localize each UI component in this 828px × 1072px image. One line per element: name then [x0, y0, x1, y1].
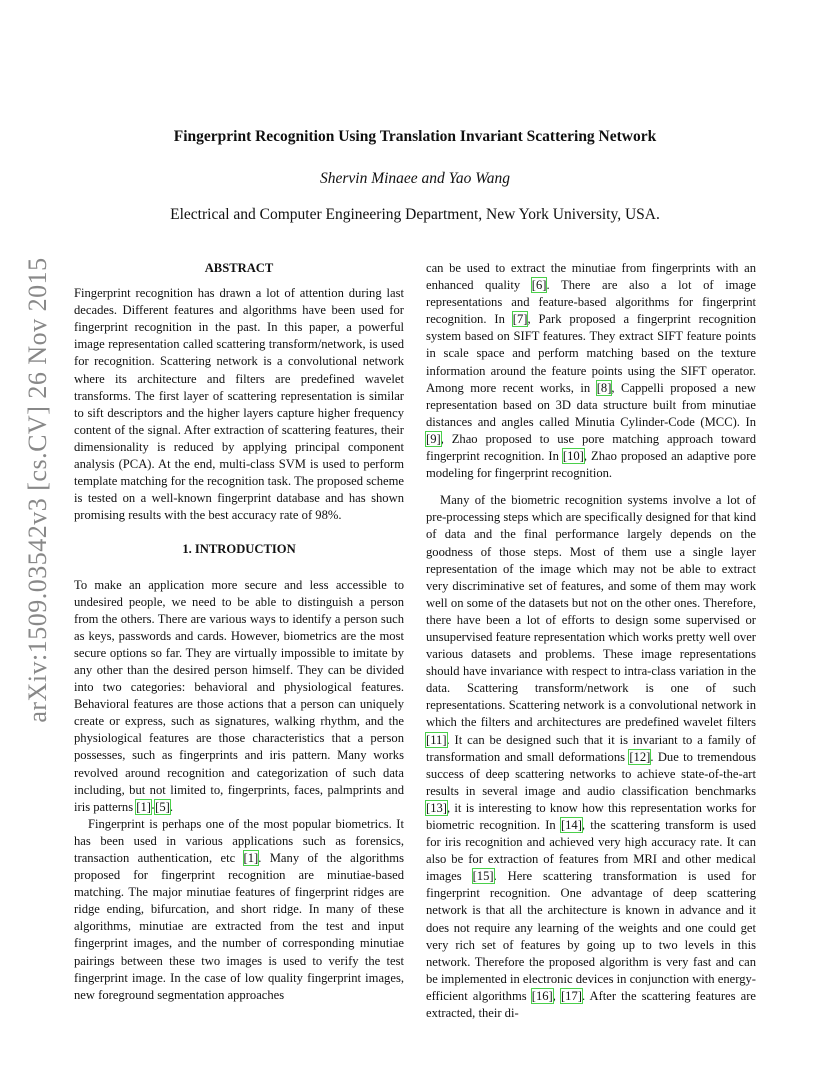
- intro-paragraph-4: [426, 492, 756, 1022]
- citation-link[interactable]: [13]: [426, 800, 447, 815]
- introduction-heading: 1. INTRODUCTION: [182, 542, 296, 557]
- intro-p1-text: To make an application more secure and less accessible to undesired people, we need to be able to distinguish a person from the others. There are various ways to identify a person such as keys, passwords and cards. However, biometrics are the most secure options so far. They are virtually impossible to imitate by any other than the desired person himself. They can be divided into two categories: behavioral and physiological features. Behavioral features are those actions that a person can uniquely create or express, such as signatures, walking rhythm, and the physiological features are those characteristics that a person possesses, such as fingerprints and iris pattern. Many works revolved around recognition and categorization of such data including, but not limited to, fingerprints, faces, palmprints and iris patterns: [74, 577, 404, 814]
- intro-p4-text: . It can be designed such that it is invariant to a family of transformation and small deformations: [426, 732, 756, 764]
- citation-link[interactable]: [9]: [426, 431, 441, 446]
- intro-p3-text: , Zhao proposed to use pore matching approach toward fingerprint recognition. In: [426, 431, 756, 464]
- intro-p4-text: . Due to tremendous success of deep scattering networks to achieve state-of-the-art results in several image and audio classification benchmarks: [426, 749, 756, 798]
- paper-affiliation: Electrical and Computer Engineering Department, New York University, USA.: [170, 206, 660, 223]
- citation-link[interactable]: [5]: [155, 799, 170, 814]
- arxiv-identifier: arXiv:1509.03542v3 [cs.CV] 26 Nov 2015: [23, 257, 52, 723]
- right-column: [426, 260, 756, 1022]
- citation-link[interactable]: [8]: [596, 380, 612, 395]
- citation-link[interactable]: [1]: [136, 799, 151, 814]
- paper-authors: Shervin Minaee and Yao Wang: [319, 170, 510, 187]
- abstract-text: Fingerprint recognition has drawn a lot of attention during last decades. Different features and algorithms have been used for fingerprint recognition in the past. In this paper, a powerful image representation called scattering transform/network, is used for recognition. Scattering network is a convolutional network where its architecture and filters are predefined wavelet transforms. The first layer of scattering representation is similar to sift descriptors and the higher layers capture higher frequency content of the signal. After extraction of scattering features, their dimensionality is reduced by applying principal component analysis (PCA). At the end, multi-class SVM is used to perform template matching for the recognition task. The proposed scheme is tested on a well-known fingerprint database and has shown promising results with the best accuracy rate of 98%.: [74, 286, 404, 523]
- citation-link[interactable]: [15]: [472, 869, 494, 884]
- arxiv-sidebar: [0, 0, 60, 1072]
- intro-p2-text: Fingerprint is perhaps one of the most popular biometrics. It has been used in various applications such as forensics, transaction authentication, etc: [74, 816, 404, 865]
- intro-p3-text: , Park proposed a fingerprint recognition system based on SIFT features. They extract SIFT feature points in scale space and perform matching based on the texture information around the feature points using the SIFT operator. Among more recent works, in: [426, 312, 756, 395]
- citation-dash: -: [150, 799, 156, 814]
- citation-link[interactable]: [6]: [531, 278, 547, 293]
- citation-link[interactable]: [7]: [512, 312, 528, 327]
- citation-link[interactable]: [14]: [560, 818, 582, 832]
- citation-link[interactable]: [16]: [531, 988, 553, 1003]
- intro-paragraph-1: [74, 577, 404, 816]
- intro-p3-text: , Cappelli proposed a new representation based on 3D data structure built from minutiae distances and angles called Minutia Cylinder-Code (MCC). In: [426, 380, 756, 429]
- intro-p3-text: can be used to extract the minutiae from fingerprints with an enhanced quality: [426, 261, 756, 293]
- intro-p2-text: . Many of the algorithms proposed for fingerprint recognition are minutiae-based matching. The major minutiae features of fingerprint ridges are ridge ending, bifurcation, and short ridge. In many of these algorithms, minutiae are extracted from the test and input fingerprint images, and the number of corresponding minutiae pairings between these two images is used to verify the test fingerprint image. In the case of low quality fingerprint images, new foreground segmentation approaches: [74, 851, 404, 1002]
- abstract-heading: ABSTRACT: [204, 261, 274, 275]
- paper-title: Fingerprint Recognition Using Translation Invariant Scattering Network: [173, 128, 657, 145]
- citation-link[interactable]: [11]: [426, 732, 447, 747]
- citation-link[interactable]: [17]: [560, 988, 582, 1003]
- left-column: [74, 260, 404, 1004]
- intro-p3-text: . There are also a lot of image representations and feature-based algorithms for fingerprint recognition. In: [426, 278, 756, 327]
- intro-p4-text: . Here scattering transformation is used for fingerprint recognition. One advantage of deep scattering network is that all the architecture is known in advance and it does not require any learning of the weights and one could get very rich set of features by going up to two levels in this network. Therefore the proposed algorithm is very fast and can be implemented in electronic devices in conjunction with energy-efficient algorithms: [426, 869, 756, 1003]
- intro-p3-text: , Zhao proposed an adaptive pore modeling for fingerprint recognition.: [426, 449, 757, 481]
- citation-link[interactable]: [1]: [243, 851, 259, 865]
- sentence-end: .: [169, 799, 173, 814]
- intro-paragraph-2: [74, 816, 404, 1004]
- citation-link[interactable]: [10]: [562, 449, 584, 464]
- intro-p4-text: , it is interesting to know how this representation works for biometric recognition. In: [426, 800, 756, 832]
- citation-separator: ,: [552, 988, 561, 1003]
- citation-link[interactable]: [12]: [629, 749, 651, 764]
- intro-p4-text: . After the scattering features are extracted, their di-: [426, 988, 756, 1021]
- intro-paragraph-3: [426, 260, 756, 482]
- intro-p4-text: , the scattering transform is used for iris recognition and achieved very high accuracy rate. It can also be for extraction of features from MRI and other medical images: [426, 818, 756, 884]
- intro-p4-text: Many of the biometric recognition systems involve a lot of pre-processing steps which are specifically designed for that kind of data and the final performance largely depends on the goodness of those steps. Most of them use a single layer representation of the image which may not be able to extract very discriminative set of features, and some of them may work well on some of the datasets but not on the other ones. Therefore, there have been a lot of efforts to design some supervised or unsupervised feature representation which works pretty well over various datasets and problems. These image representations should have invariance with respect to intra-class variation in the data. Scattering transform/network is one of such representations. Scattering network is a convolutional network in which the filters and architectures are predefined wavelet filters: [426, 493, 756, 730]
